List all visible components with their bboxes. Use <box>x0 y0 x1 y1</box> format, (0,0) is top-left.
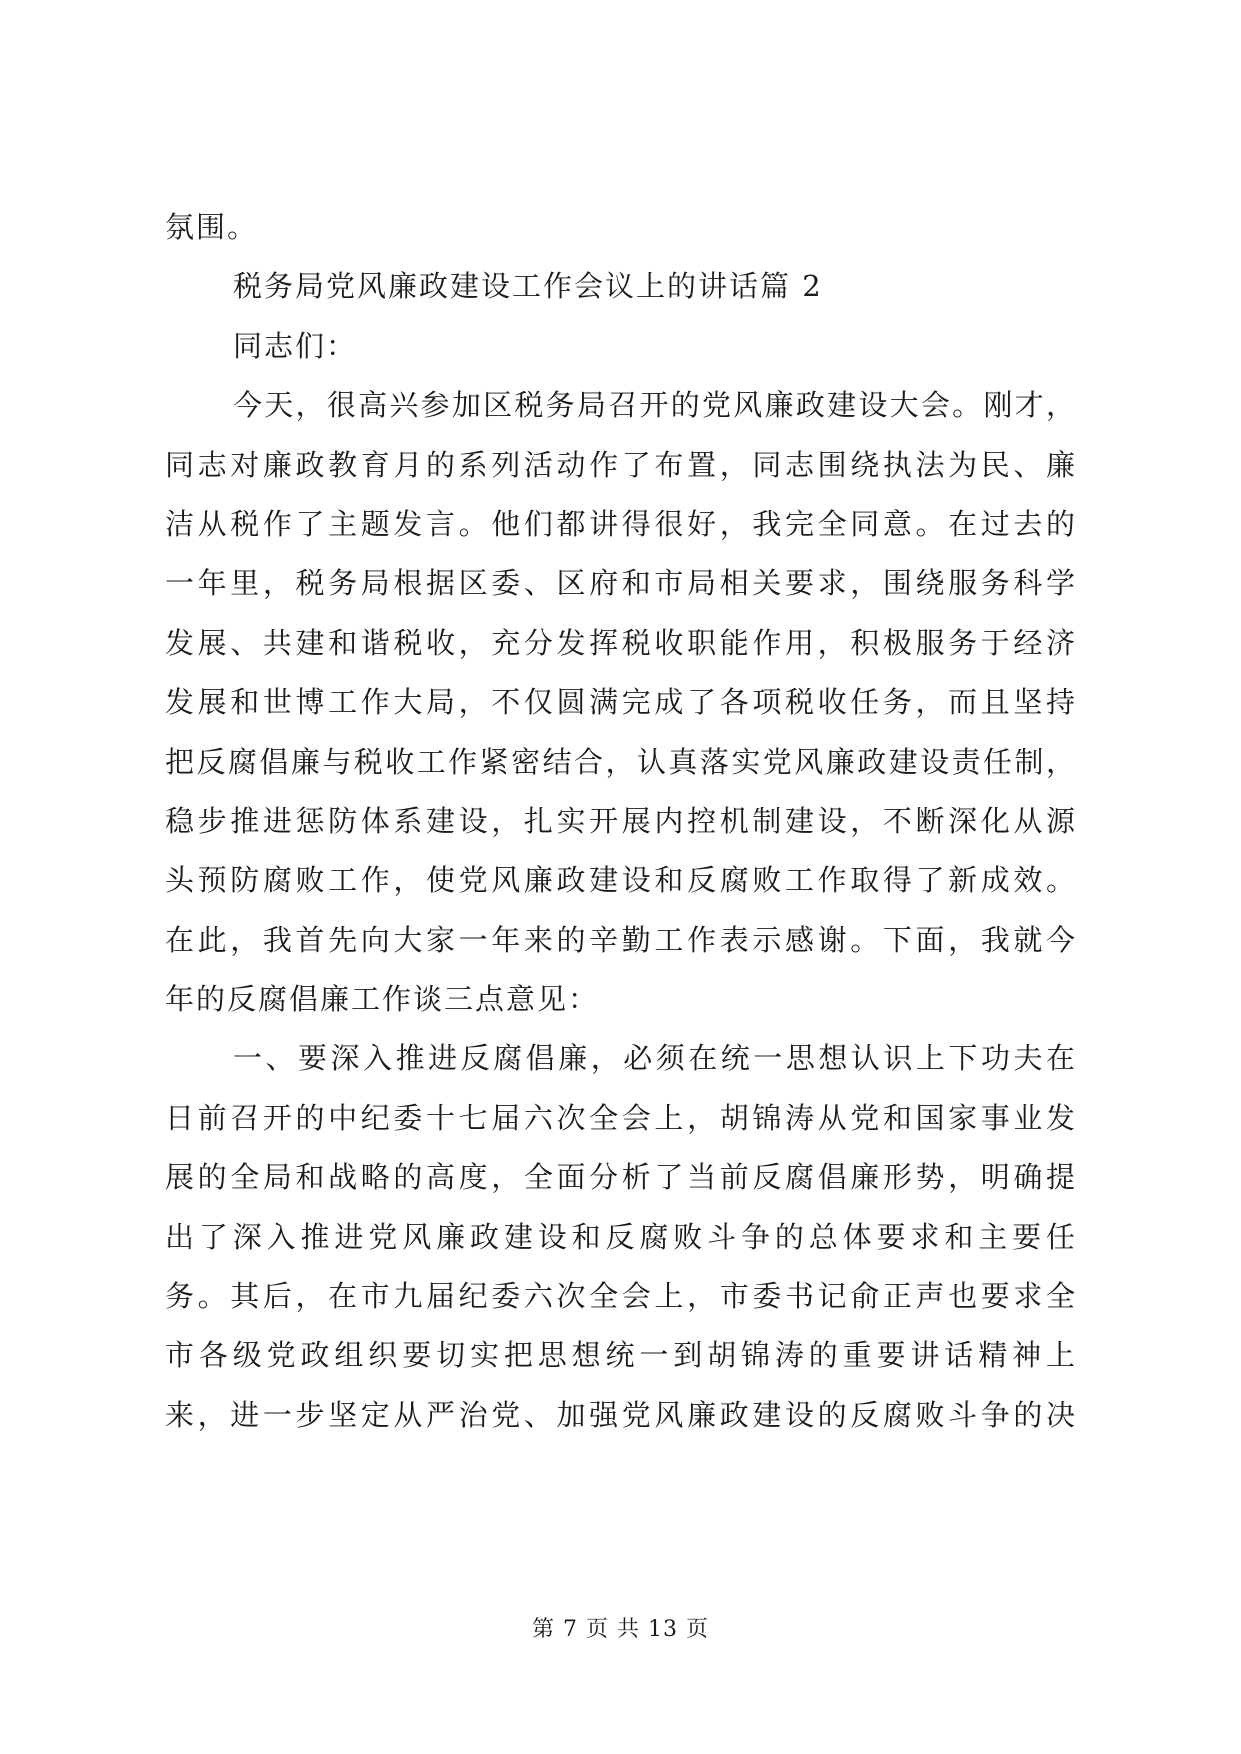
text-line: 年的反腐倡廉工作谈三点意见： <box>165 982 600 1017</box>
text-line: 在此，我首先向大家一年来的辛勤工作表示感谢。下面，我就今 <box>165 922 1077 957</box>
text-line: 展的全局和战略的高度，全面分析了当前反腐倡廉形势，明确提 <box>165 1160 1077 1195</box>
text-line: 务。其后，在市九届纪委六次全会上，市委书记俞正声也要求全 <box>165 1279 1077 1314</box>
text-line: 一年里，税务局根据区委、区府和市局相关要求，围绕服务科学 <box>165 566 1077 601</box>
text-line: 发展和世博工作大局，不仅圆满完成了各项税收任务，而且坚持 <box>165 685 1077 720</box>
text-line: 把反腐倡廉与税收工作紧密结合，认真落实党风廉政建设责任制， <box>165 744 1077 779</box>
text-line: 税务局党风廉政建设工作会议上的讲话篇 2 <box>233 269 823 304</box>
text-line: 同志对廉政教育月的系列活动作了布置，同志围绕执法为民、廉 <box>165 447 1077 482</box>
text-line: 同志们： <box>233 328 358 363</box>
document-body <box>165 198 1077 1445</box>
text-line: 日前召开的中纪委十七届六次全会上，胡锦涛从党和国家事业发 <box>165 1100 1077 1135</box>
text-line: 出了深入推进党风廉政建设和反腐败斗争的总体要求和主要任 <box>165 1219 1077 1254</box>
text-line: 头预防腐败工作，使党风廉政建设和反腐败工作取得了新成效。 <box>165 863 1077 898</box>
text-line: 发展、共建和谐税收，充分发挥税收职能作用，积极服务于经济 <box>165 625 1077 660</box>
text-line: 来，进一步坚定从严治党、加强党风廉政建设的反腐败斗争的决 <box>165 1397 1077 1432</box>
text-line: 今天，很高兴参加区税务局召开的党风廉政建设大会。刚才， <box>233 388 1077 423</box>
text-line: 市各级党政组织要切实把思想统一到胡锦涛的重要讲话精神上 <box>165 1338 1077 1373</box>
text-line: 洁从税作了主题发言。他们都讲得很好，我完全同意。在过去的 <box>165 506 1077 541</box>
text-line: 稳步推进惩防体系建设，扎实开展内控机制建设，不断深化从源 <box>165 803 1077 838</box>
text-line: 氛围。 <box>165 210 259 244</box>
page-footer: 第 7 页 共 13 页 <box>532 1617 709 1642</box>
text-line: 一、要深入推进反腐倡廉，必须在统一思想认识上下功夫在 <box>233 1041 1077 1076</box>
